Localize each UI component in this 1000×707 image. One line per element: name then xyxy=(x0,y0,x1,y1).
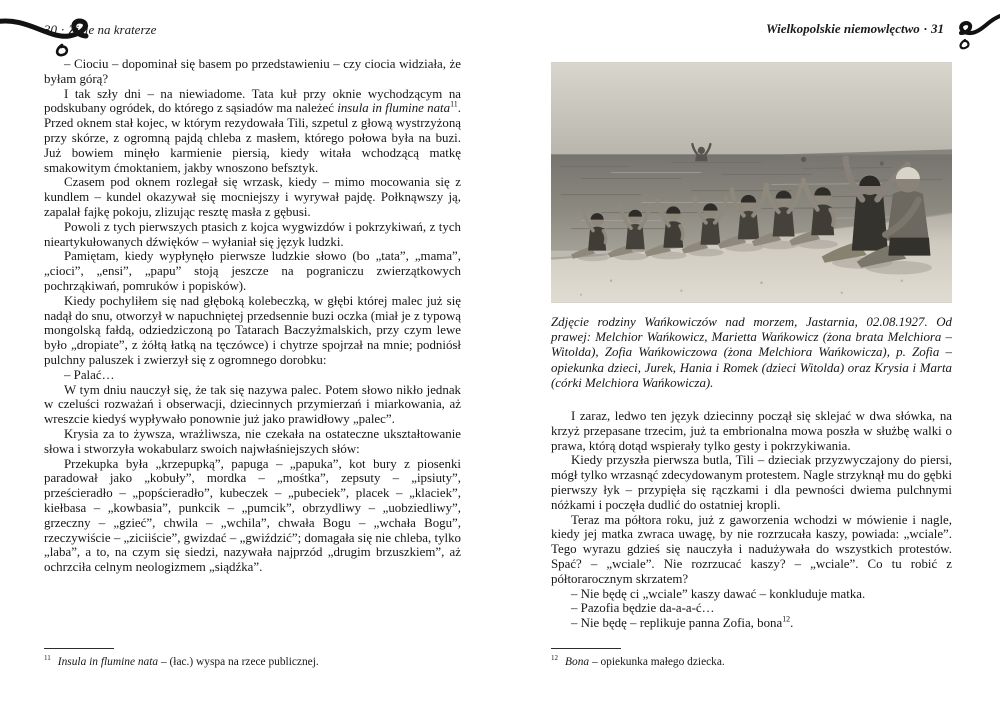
text-run: Bona xyxy=(565,656,590,668)
beach-photo-illustration xyxy=(551,62,952,303)
text-run: insula in flumine nata xyxy=(337,101,451,116)
text-run: – (łac.) wyspa na rzece publicznej. xyxy=(158,656,319,668)
text-run: – opiekunka małego dziecka. xyxy=(589,656,725,668)
right-page-text-column xyxy=(551,409,952,634)
text-run: – Pazofia będzie da-a-a-ć… xyxy=(571,601,715,616)
paragraph xyxy=(44,427,461,457)
text-run: – Nie będę ci „wciale” kaszy dawać – konkluduje matka. xyxy=(571,586,866,601)
paragraph xyxy=(44,249,461,293)
paragraph xyxy=(551,587,952,602)
text-run: I zaraz, ledwo ten język dziecinny począł się sklejać w dwa słówka, na krzyż przepasane trzecim, już ta embrionalna mowa poszła w służbę walki o prawa, którą dotąd wspierały tylko gesty i pokrzykiwania. xyxy=(551,409,952,453)
text-run: Pamiętam, kiedy wypłynęło pierwsze ludzkie słowo (bo „tata”, „mama”, „cioci”, „ensi”, „papu” stoją jeszcze na pograniczu zwierzątkowych pochrząkiwań, pomruków i popisków). xyxy=(44,249,461,293)
paragraph xyxy=(44,457,461,575)
page-number: 30 xyxy=(44,22,57,37)
text-run: . Przed oknem stał kojec, w którym rezydowała Tili, szpetul z głową wystrzyżoną przy skórze, z ogromną pajdą chleba z masłem, którego połowa była na buzi. Już bowiem minęło karmienie piersią, kiedy witała wchodzącą matkę smakowitym ćmoktaniem, jakby wnoszono befsztyk. xyxy=(44,101,461,175)
text-run: – Nie będę – replikuje panna Zofia, bona xyxy=(571,616,783,631)
paragraph xyxy=(551,513,952,587)
footnote xyxy=(44,655,461,669)
footnote-rule xyxy=(44,648,114,649)
text-run: I tak szły dni – na niewiadome. Tata kuł przy oknie wychodzącym na podskubany ogródek, do którego z sąsiadów ma należeć xyxy=(44,86,461,116)
flourish-ornament-right xyxy=(949,12,1000,55)
text-run: Kiedy pochyliłem się nad głęboką kolebeczką, w głębi której malec już się nadął do snu, otworzył w napuchniętej przedsennie buzi oczka (miał je z typową mongolską fałdą, odziedziczoną po Tatarach Baczyżmalskich, przy czym lewe było „dropiate”, z żółtą łatką na tęczówce) i chytrze spojrzał na mnie; podniósł pulchny paluszek i zwierzył się z ogromnego dorobku: xyxy=(44,293,461,367)
sky xyxy=(551,62,952,158)
footnote-marker: 12 xyxy=(782,614,791,624)
text-run: – Ciociu – dopominał się basem po przedstawieniu – czy ciocia widziała, że byłam górą? xyxy=(44,57,461,86)
text-run: Krysia za to żywsza, wrażliwsza, nie czekała na ostateczne ukształtowanie słowa i stworzyła wokabularz swoich najwłaśniejszych słów: xyxy=(44,426,461,456)
paragraph xyxy=(44,383,461,427)
text-run: Czasem pod oknem rozlegał się wrzask, kiedy – mimo mocowania się z kundlem – kundel okazywał się mocniejszy i wyrywał pajdę. Połknąwszy ją, zapalał fajkę pokoju, zlizując resztę masła z gębusi. xyxy=(44,175,461,219)
chapter-title: Wielkopolskie niemowlęctwo xyxy=(766,21,920,36)
left-page-text-column xyxy=(44,57,461,615)
family-beach-photo xyxy=(551,62,952,303)
paragraph xyxy=(44,87,461,176)
footnote-marker: 11 xyxy=(450,100,458,110)
footnote-marker: 12 xyxy=(551,654,559,663)
text-run: Kiedy przyszła pierwsza butla, Tili – dzieciak przyzwyczajony do piersi, mógł tylko wrzasnąć zdecydowanym protestem. Nagle strzyknął mu do gębki pierwszy łyk – przypięła się rączkami i dla pewności dwiema pulchnymi nóżkami i poczęła dudlić do ostatniej kropli. xyxy=(551,453,952,512)
text-run: – Palać… xyxy=(64,367,115,382)
running-head-right xyxy=(766,21,944,37)
text-run: . xyxy=(790,616,794,631)
paragraph xyxy=(551,453,952,512)
text-run: Zdjęcie rodziny Wańkowiczów nad morzem, Jastarnia, 02.08.1927. Od prawej: Melchior Wańkowicz, Marietta Wańkowicz (żona brata Melchiora – Witolda), Zofia Wańkowiczowa (żona Melchiora Wańkowicza), p. Zofia – opiekunka dzieci, Jurek, Hania i Romek (dzieci Witolda) oraz Krysia i Marta (córki Melchiora Wańkowicza). xyxy=(551,315,952,390)
paragraph xyxy=(44,175,461,219)
photo-caption xyxy=(551,315,952,391)
separator: · xyxy=(61,22,65,37)
separator: · xyxy=(923,21,927,36)
footnote xyxy=(551,655,952,669)
swimmer-head xyxy=(880,161,884,165)
paragraph xyxy=(551,601,952,616)
text-run: Teraz ma półtora roku, już z gaworzenia wchodzi w mówienie i nagle, kiedy jej matka zwraca uwagę, by nie rozrzucała kaszy, powiada: „wciale”. Tego wyrazu gdzieś się nauczyła i nadużywała do wszystkich protestów. Spać? – „wciale”. Nie rozrzucać kaszy? – „wciale”. Co tu robić z półtorarocznym skrzatem? xyxy=(551,512,952,586)
text-run: Insula in flumine nata xyxy=(57,656,159,668)
text-run: Przekupka była „krzepupką”, papuga – „papuka”, kot bury z piosenki paradował jako „kobuły”, mordka – „mośtka”, zepsuty – „ipsiuty”, prześcieradło – „popścieradło”, kubeczek – „pubeciek”, placek – „klaciek”, kiełbasa – „kowbasia”, punkcik – „pumcik”, obrzydliwy – „uobziedliwy”, grzeczny – „gzieć”, chwila – „wchila”, chwała Bogu – „wchała Bogu”, rzeczywiście – „ziciiście”, gwizdać – „gwiździć”; domagała się nie chleba, tylko „laba”, a to, na czym się siedzi, nazywała najprzód „drugim brzuszkiem”, aż ochrzciła celnym neologizmem „siądźka”. xyxy=(44,456,461,575)
paragraph xyxy=(551,616,952,631)
footnote-marker: 11 xyxy=(44,654,51,663)
text-run: Powoli z tych pierwszych ptasich z kojca wygwizdów i pokrzykiwań, z tych nieartykułowanych dźwięków – wyłaniał się język ludzki. xyxy=(44,219,461,249)
paragraph xyxy=(44,368,461,383)
paragraph xyxy=(44,57,461,87)
swimmer-head xyxy=(801,157,806,162)
running-head-left xyxy=(44,22,156,38)
flourish-icon xyxy=(949,12,1000,50)
paragraph xyxy=(44,220,461,250)
footnote-rule xyxy=(551,648,621,649)
paragraph xyxy=(44,294,461,368)
paragraph xyxy=(551,409,952,453)
chapter-title: Ziele na kraterze xyxy=(68,22,157,37)
text-run: W tym dniu nauczył się, że tak się nazywa palec. Potem słowo nikło jednak w czeluści rozważań i obserwacji, dziecinnych przymierzań i miarkowania, aż wreszcie kiedyś wypływało ponownie już jako prawidłowy „palec”. xyxy=(44,382,461,427)
page-number: 31 xyxy=(931,21,944,36)
